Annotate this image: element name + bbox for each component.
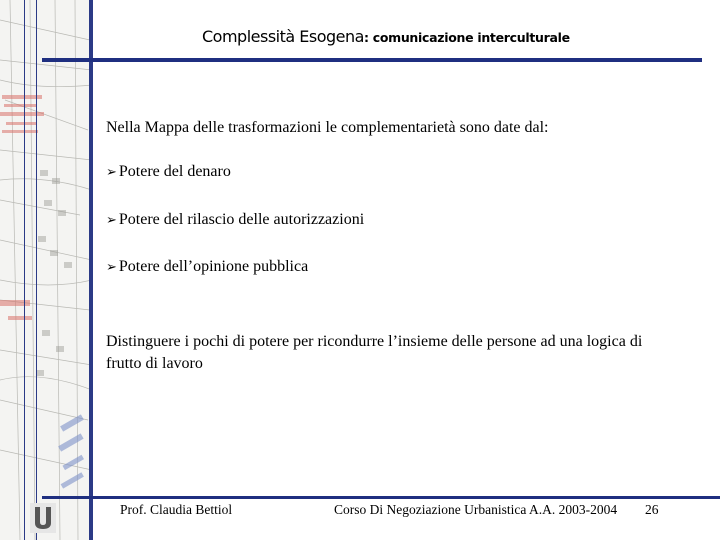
bullet-text: Potere dell’opinione pubblica bbox=[118, 258, 309, 275]
arrow-bullet-icon: ➢ bbox=[106, 212, 117, 228]
intro-text: Nella Mappa delle trasformazioni le complementarietà sono date dal: bbox=[106, 119, 549, 136]
bullet-item bbox=[106, 163, 231, 181]
university-logo-icon bbox=[30, 503, 56, 533]
closing-paragraph: Distinguere i pochi di potere per ricondurre l’insieme delle persone ad una logica di frutto di lavoro bbox=[106, 333, 643, 372]
map-illustration bbox=[0, 0, 92, 540]
bullet-item bbox=[106, 258, 308, 276]
title-subtitle: : comunicazione interculturale bbox=[363, 30, 570, 45]
title-underline bbox=[42, 58, 702, 62]
map-background-strip bbox=[0, 0, 92, 540]
footer-author: Prof. Claudia Bettiol bbox=[120, 502, 233, 517]
footer-page-number: 26 bbox=[645, 502, 659, 517]
vertical-rule-thick bbox=[89, 0, 93, 540]
bullet-text: Potere del denaro bbox=[118, 163, 231, 180]
slide-title bbox=[202, 27, 570, 46]
footer-rule bbox=[42, 496, 720, 499]
title-main: Complessità Esogena bbox=[202, 27, 364, 46]
vertical-rule-thin-right bbox=[36, 0, 37, 540]
bullet-item bbox=[106, 211, 364, 229]
arrow-bullet-icon: ➢ bbox=[106, 259, 117, 275]
footer-course: Corso Di Negoziazione Urbanistica A.A. 2003-2004 bbox=[334, 502, 618, 517]
bullet-text: Potere del rilascio delle autorizzazioni bbox=[118, 211, 365, 228]
vertical-rule-thin-left bbox=[24, 0, 25, 540]
arrow-bullet-icon: ➢ bbox=[106, 164, 117, 180]
